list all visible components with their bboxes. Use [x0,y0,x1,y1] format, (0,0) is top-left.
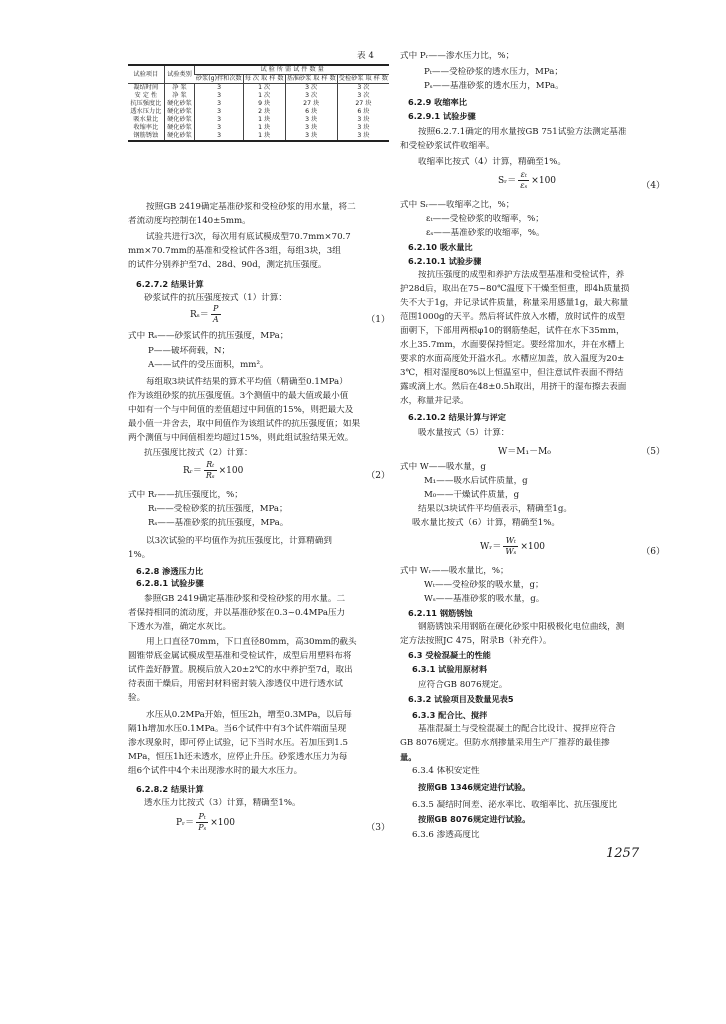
text-line: 参照GB 2419确定基准砂浆和受检砂浆的用水量。二 [144,594,346,604]
table-cell: 3 [195,84,243,93]
table-row [128,92,389,100]
text-line: 范围1000g的天平。然后将试件放入水槽，放时试件的成型 [400,312,626,322]
text-line: 6.2.9 收缩率比 [408,97,467,107]
text-line: 要求的水面高度处开溢水孔。水槽应加盖，放入温度为20± [400,354,625,364]
table-cell: 凝结时间 [128,84,164,93]
table-header-col: 受检砂浆 取 样 数 [338,75,388,82]
table-cell: 6 块 [337,108,389,116]
text-line: 6.3.3 配合比、搅拌 [412,710,488,720]
numerator: Wₜ [503,536,518,547]
text-line: 定方法按照JC 475，附录B（补充件）。 [400,636,552,646]
table-header-test-item: 试验项目 [128,65,164,84]
text-line: 水，称量并记录。 [400,396,469,406]
text-line: 吸水量按式（5）计算： [418,428,510,438]
formula-lhs: Rᵣ＝ [183,466,202,476]
text-line: 6.3.5 凝结时间差、泌水率比、收缩率比、抗压强度比 [412,800,618,810]
fraction [204,460,217,481]
text-line: 结果以3块试件平均值表示，精确至1g。 [418,504,572,514]
table-cell: 硬化砂浆 [164,132,195,141]
table-cell: 3 [195,132,243,141]
text-line: Wₜ——受检砂浆的吸水量，g； [424,580,544,590]
text-line: εₜ——受检砂浆的收缩率，%； [426,214,544,224]
table-cell: 3 块 [285,132,337,141]
table-header-group: 试 验 所 需 试 件 数 量 [195,65,389,75]
table-cell: 27 块 [285,100,337,108]
text-line: 按照GB 1346规定进行试验。 [418,782,531,792]
formula-tail: ×100 [520,542,546,552]
table-cell: 1 次 [243,92,285,100]
equation-4 [498,170,556,191]
numerator: Pₜ [196,812,208,823]
text-line: 者流动度均控制在140±5mm。 [128,216,251,226]
text-line: 式中 Rₛ——砂浆试件的抗压强度，MPa； [128,331,289,341]
text-line: 砂浆试件的抗压强度按式（1）计算： [144,293,287,303]
text-line: Wₛ——基准砂浆的吸水量，g。 [424,594,545,604]
table-cell: 收缩率比 [133,124,159,131]
table-cell: 3 块 [337,124,389,132]
denominator: Pₛ [198,823,207,832]
table-cell: 3 [195,124,243,132]
denominator: Rₛ [205,471,215,480]
text-line: 式中 Sᵣ——收缩率之比，%； [400,200,515,210]
table-header-col: 砂浆(g)拌和次数 [195,75,242,82]
table-cell: 27 块 [337,100,389,108]
text-line: 6.2.9.1 试验步骤 [408,111,476,121]
table-cell: 1 块 [243,132,285,141]
table-cell: 1 块 [243,124,285,132]
table-row [128,116,389,124]
equation-number: （3） [366,823,390,833]
table-cell: 3 次 [337,92,389,100]
text-line: 面朝下，下部用两根φ10的钢筋垫起，试件在水下35mm， [400,326,625,336]
text-line: 以3次试验的平均值作为抗压强度比，计算精确到 [146,536,332,546]
equation-3 [176,812,235,833]
text-line: 水压从0.2MPa开始，恒压2h，增至0.3MPa，以后每 [146,710,352,720]
page-number: 1257 [606,846,640,861]
table-cell: 6 块 [285,108,337,116]
formula-lhs: Pᵣ＝ [176,818,195,828]
text-line: 基准混凝土与受检混凝土的配合比设计、搅拌应符合 [418,724,616,734]
table-header-col: 基准砂浆 取 样 数 [286,75,336,82]
text-line: A——试件的受压面积，mm²。 [148,360,269,370]
table-cell: 3 [195,100,243,108]
text-line: 量。 [400,752,417,762]
text-line: 者保持相同的流动度，并以基准砂浆在0.3~0.4MPa压力 [128,608,346,618]
text-line: Rₜ——受检砂浆的抗压强度，MPa； [148,504,288,514]
text-line: GB 8076规定。但防水剂掺量采用生产厂推荐的最佳掺 [400,738,610,748]
table-cell: 3 次 [285,92,337,100]
text-line: P——破坏荷载，N； [148,346,231,356]
table-cell: 安 定 性 [134,92,158,99]
equation-number: （2） [366,471,390,481]
text-line: 渗水现象时，即可停止试验，记下当时水压。若加压到1.5 [128,738,348,748]
fraction [518,170,529,191]
formula-tail: ×100 [210,818,235,828]
text-line: 失不大于1g，并记录试件质量，称量采用感量1g，最大称量 [400,298,629,308]
text-line: 圆锥带底金属试模成型基准和受检试件，成型后用塑料布将 [128,651,352,661]
text-line: 最小值一并舍去，取中间值作为该组试件的抗压强度值；如果 [128,419,361,429]
text-line: Rₛ——基准砂浆的抗压强度，MPa。 [148,518,289,528]
table-cell: 硬化砂浆 [164,100,195,108]
text-line: 作为该组砂浆的抗压强度值。3个测值中的最大值或最小值 [128,391,349,401]
text-line: 透水压力比按式（3）计算，精确至1%。 [144,798,301,808]
text-line: 吸水量比按式（6）计算，精确至1%。 [412,518,561,528]
text-line: 钢筋锈蚀采用钢筋在硬化砂浆中阳极极化电位曲线，测 [418,622,625,632]
text-line: 6.2.10.2 结果计算与评定 [408,412,506,422]
numerator: P [211,304,221,315]
table-cell: 2 块 [243,108,285,116]
table-row [128,84,389,93]
text-line: 组6个试件中4个未出现渗水时的最大水压力。 [128,766,303,776]
text-line: 用上口直径70mm，下口直径80mm，高30mm的截头 [146,637,357,647]
text-line: εₛ——基准砂浆的收缩率，%。 [426,228,545,238]
equation-5: W＝M₁－M₀ [498,447,551,457]
fraction [503,536,518,557]
text-line: M₁——吸水后试件质量，g [424,476,528,486]
table-cell: 抗压强度比 [130,100,162,107]
table-row [128,108,389,116]
text-line: 6.3.4 体积安定性 [412,766,480,776]
text-line: 试件盖好静置。脱模后放入20±2℃的水中养护至7d，取出 [128,665,353,675]
text-line: 式中 W——吸水量，g [400,462,486,472]
formula-lhs: Rₛ＝ [190,310,209,320]
text-line: 6.2.10 吸水量比 [408,242,473,252]
table-cell: 3 块 [285,124,337,132]
text-line: 水上35.7mm，水面要保持恒定。要经常加水，并在水槽上 [400,340,625,350]
text-line: 6.2.8.1 试验步骤 [136,578,204,588]
text-line: 6.2.8.2 结果计算 [136,784,204,794]
text-line: 每组取3块试件结果的算术平均值（精确至0.1MPa） [146,377,348,387]
table-cell: 硬化砂浆 [164,124,195,132]
text-line: Pₜ——受检砂浆的透水压力，MPa； [424,67,563,77]
formula-tail: ×100 [531,176,557,186]
equation-number: （5） [641,447,665,457]
text-line: M₀——干燥试件质量，g [424,490,520,500]
table-cell: 净 浆 [164,84,195,93]
table-cell: 9 块 [243,100,285,108]
text-line: 按照6.2.7.1确定的用水量按GB 751试验方法测定基准 [418,127,627,137]
formula-tail: ×100 [218,466,244,476]
text-line: 应符合GB 8076规定。 [418,680,508,690]
table-row [128,124,389,132]
text-line: 两个测值与中间值相差均超过15%，则此组试验结果无效。 [128,433,354,443]
text-line: Pₛ——基准砂浆的透水压力，MPa。 [424,81,564,91]
text-line: 式中 Rᵣ——抗压强度比，%； [128,490,243,500]
table-cell: 硬化砂浆 [164,116,195,124]
table-row [128,132,389,141]
text-line: 按照GB 8076规定进行试验。 [418,814,531,824]
table-header-col: 每 次 取 样 数 [244,75,284,82]
text-line: 式中 Wᵣ——吸水量比，%； [400,566,509,576]
numerator: Rₜ [204,460,217,471]
table-cell: 3 块 [337,132,389,141]
table-cell: 吸水量比 [133,116,159,123]
text-line: 按抗压强度的成型和养护方法成型基准和受检试件，养 [418,270,625,280]
text-line: 收缩率比按式（4）计算，精确至1%。 [418,157,567,167]
text-line: 待表面干燥后，用密封材料密封装入渗透仪中进行透水试 [128,679,343,689]
text-line: 6.2.11 钢筋锈蚀 [408,608,473,618]
text-line: 6.2.8 渗透压力比 [136,566,204,576]
text-line: 隔1h增加水压0.1MPa。当6个试件中有3个试件端面呈现 [128,724,347,734]
table-header-test-type: 试验类别 [164,65,195,84]
text-line: 验。 [128,693,146,703]
text-line: 式中 Pᵣ——渗水压力比，%； [400,51,515,61]
table-cell: 3 次 [337,84,389,93]
denominator: εₛ [520,181,528,190]
fraction [211,304,221,325]
text-line: 下透水为准，确定水灰比。 [128,622,232,632]
text-line: 1%。 [128,550,151,560]
numerator: εₜ [518,170,529,181]
table-cell: 1 块 [243,116,285,124]
text-line: MPa，恒压1h还未透水，应停止升压。砂浆透水压力为每 [128,752,348,762]
equation-number: （1） [366,315,390,325]
table-cell: 硬化砂浆 [164,108,195,116]
formula-lhs: Wᵣ＝ [480,542,502,552]
table-cell: 1 次 [243,84,285,93]
table-cell: 钢筋锈蚀 [128,132,164,141]
table-cell: 3 块 [337,116,389,124]
table-row [128,100,389,108]
text-line: 6.3 受检混凝土的性能 [408,650,491,660]
text-line: 和受检砂浆试件收缩率。 [400,141,495,151]
text-line: 按照GB 2419确定基准砂浆和受检砂浆的用水量，将二 [146,202,356,212]
text-line: 抗压强度比按式（2）计算： [144,448,253,458]
equation-number: （6） [641,547,665,557]
table-cell: 3 次 [285,84,337,93]
denominator: A [212,315,219,324]
table-cell: 净 浆 [164,92,195,100]
text-line: 6.2.10.1 试验步骤 [408,256,482,266]
table-4 [128,64,389,142]
text-line: mm×70.7mm的基准和受检试件各3组，每组3块，3组 [128,246,341,256]
text-line: 6.3.6 渗透高度比 [412,830,480,840]
table-cell: 3 [195,116,243,124]
table-cell: 透水压力比 [130,108,162,115]
text-line: 6.3.1 试验用原材料 [412,664,488,674]
equation-number: （4） [641,181,665,191]
fraction [196,812,208,833]
equation-2 [183,460,243,481]
text-line: 6.2.7.2 结果计算 [136,279,204,289]
table-caption: 表 4 [357,51,374,61]
text-line: 护28d后，取出在75~80℃温度下干燥至恒重，即4h质量损 [400,284,630,294]
table-cell: 3 [195,92,243,100]
denominator: Wₛ [505,547,517,556]
text-line: 的试件分别养护至7d、28d、90d，测定抗压强度。 [128,260,327,270]
equation-1 [190,304,223,325]
equation-6 [480,536,545,557]
text-line: 中如有一个与中间值的差值超过中间值的15%，则把最大及 [128,405,354,415]
formula-lhs: Sᵣ＝ [498,176,517,186]
text-line: 露或滴上水。然后在48±0.5h取出，用挤干的湿布擦去表面 [400,382,627,392]
text-line: 3℃，相对湿度80%以上恒温室中，但注意试件表面不得结 [400,368,624,378]
text-line: 试验共进行3次，每次用有底试模成型70.7mm×70.7 [146,232,351,242]
text-line: 6.3.2 试验项目及数量见表5 [408,694,514,704]
table-cell: 3 [195,108,243,116]
table-cell: 3 块 [285,116,337,124]
